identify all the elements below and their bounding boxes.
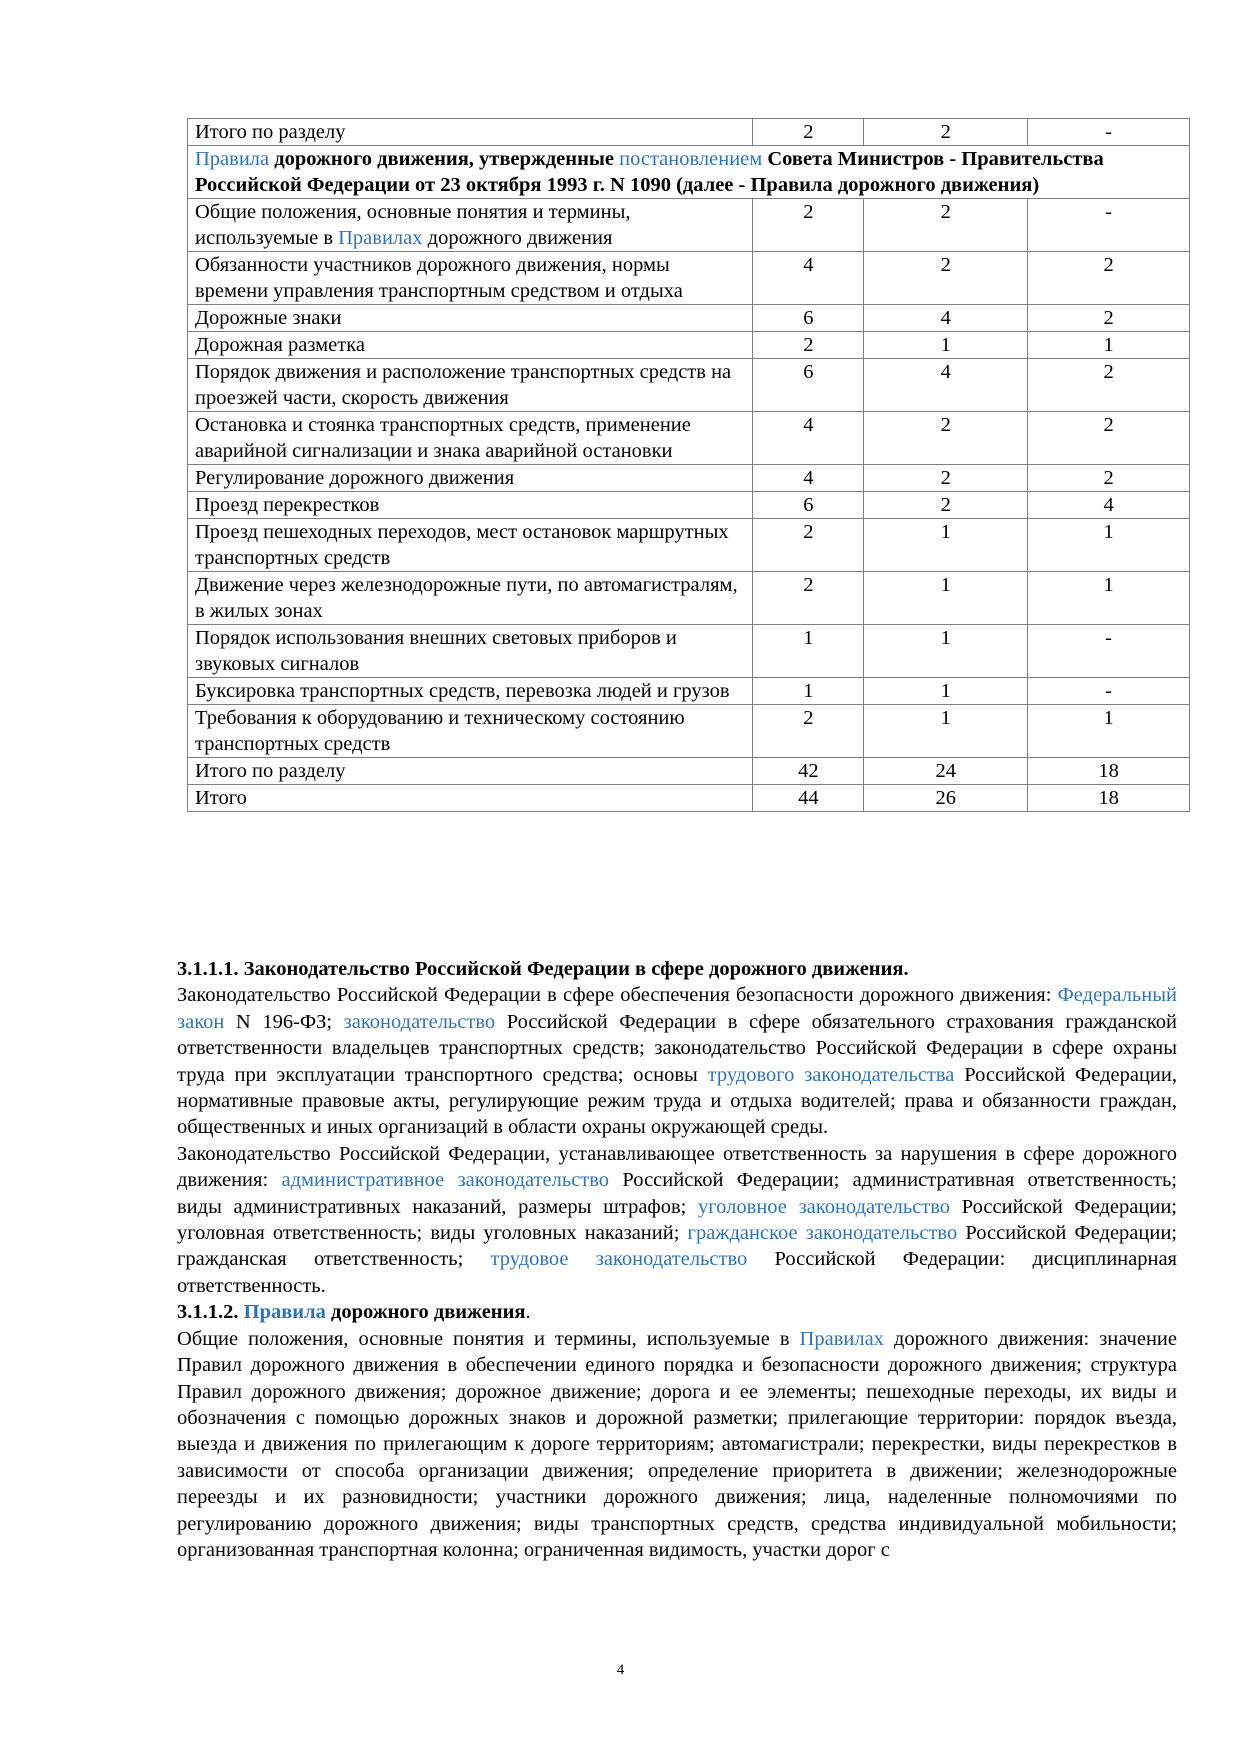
hours-theory: 2 (864, 119, 1028, 146)
table-row (188, 119, 1190, 146)
hours-practice: 2 (1028, 305, 1190, 332)
row-label-text: дорожного движения (422, 227, 613, 249)
row-label: Регулирование дорожного движения (188, 465, 753, 492)
section-header-text: Совета Министров - Правительства Российской Федерации от 23 октября 1993 г. N 1090 (далее - Правила дорожного движения) (195, 148, 1104, 196)
section-heading-3112 (177, 1299, 1177, 1325)
hours-theory: 2 (864, 199, 1028, 252)
text: N 196-ФЗ; (224, 1010, 344, 1033)
civil-law-link[interactable]: гражданское законодательство (687, 1222, 958, 1245)
table-row (188, 519, 1190, 572)
hours-practice: 4 (1028, 492, 1190, 519)
table-row (188, 705, 1190, 758)
table-row (188, 359, 1190, 412)
table-row (188, 252, 1190, 305)
hours-theory: 4 (864, 359, 1028, 412)
table-row (188, 572, 1190, 625)
hours-theory: 1 (864, 572, 1028, 625)
labor-law-link[interactable]: трудовое законодательство (490, 1248, 748, 1271)
hours-practice: 18 (1028, 758, 1190, 785)
hours-practice: 1 (1028, 332, 1190, 359)
row-label: Дорожные знаки (188, 305, 753, 332)
hours-total: 6 (753, 492, 864, 519)
row-label: Дорожная разметка (188, 332, 753, 359)
hours-theory: 1 (864, 625, 1028, 678)
row-label: Итого по разделу (188, 758, 753, 785)
hours-total: 2 (753, 199, 864, 252)
rules-link[interactable]: Правилах (799, 1327, 884, 1350)
hours-total: 4 (753, 465, 864, 492)
page-number: 4 (616, 1662, 625, 1678)
hours-practice: 2 (1028, 252, 1190, 305)
row-label: Остановка и стоянка транспортных средств, применение аварийной сигнализации и знака аварийной остановки (188, 412, 753, 465)
paragraph (177, 1326, 1177, 1564)
hours-total: 6 (753, 305, 864, 332)
row-label: Порядок движения и расположение транспортных средств на проезжей части, скорость движения (188, 359, 753, 412)
table-row (188, 199, 1190, 252)
table-row (188, 678, 1190, 705)
row-label: Обязанности участников дорожного движения, нормы времени управления транспортным средством и отдыха (188, 252, 753, 305)
hours-total: 2 (753, 119, 864, 146)
hours-practice: - (1028, 625, 1190, 678)
text: Законодательство Российской Федерации в сфере обеспечения безопасности дорожного движения: (177, 984, 1058, 1007)
decree-link[interactable]: постановлением (619, 148, 763, 170)
hours-practice: 2 (1028, 412, 1190, 465)
hours-theory: 4 (864, 305, 1028, 332)
hours-theory: 1 (864, 332, 1028, 359)
hours-theory: 26 (864, 785, 1028, 812)
hours-practice: 2 (1028, 465, 1190, 492)
row-label: Итого (188, 785, 753, 812)
hours-theory: 2 (864, 412, 1028, 465)
text: Законодательство Российской Федерации, устанавливающее ответственность за нарушения в сфере дорожного движения: (177, 1142, 1177, 1192)
hours-total: 6 (753, 359, 864, 412)
hours-total: 42 (753, 758, 864, 785)
text: Общие положения, основные понятия и термины, используемые в (177, 1327, 800, 1350)
hours-theory: 1 (864, 705, 1028, 758)
federal-law-link[interactable]: Федеральный закон (177, 984, 1177, 1033)
text: Российской Федерации; гражданская ответственность; (177, 1222, 1178, 1271)
hours-practice: 2 (1028, 359, 1190, 412)
heading-period: . (525, 1301, 531, 1324)
row-label: Порядок использования внешних световых приборов и звуковых сигналов (188, 625, 753, 678)
heading-number: 3.1.1.2. (177, 1301, 244, 1324)
hours-total: 2 (753, 519, 864, 572)
hours-total: 1 (753, 678, 864, 705)
table-row (188, 492, 1190, 519)
hours-practice: - (1028, 678, 1190, 705)
hours-total: 44 (753, 785, 864, 812)
curriculum-table (187, 118, 1190, 812)
administrative-law-link[interactable]: административное законодательство (281, 1169, 610, 1192)
row-label-text: Общие положения, основные понятия и термины, используемые в (195, 201, 631, 249)
table-row (188, 332, 1190, 359)
section-heading-3111: 3.1.1.1. Законодательство Российской Федерации в сфере дорожного движения. (177, 958, 909, 980)
text: дорожного движения: значение Правил дорожного движения в обеспечении единого порядка и безопасности дорожного движения; структура Правил дорожного движения; дорожное движение; дорога и ее элементы; пешеходные переходы, их виды и обозначения с помощью дорожных знаков и дорожной разметки; прилегающие территории: порядок въезда, выезда и движения по прилегающим к дороге территориям; автомагистрали; перекрестки, виды перекрестков в зависимости от способа организации движения; определение приоритета в движении; железнодорожные переезды и их разновидности; участники дорожного движения; лица, наделенные полномочиями по регулированию дорожного движения; виды транспортных средств, средства индивидуальной мобильности; организованная транспортная колонна; ограниченная видимость, участки дорог с (177, 1327, 1178, 1561)
row-label: Требования к оборудованию и техническому состоянию транспортных средств (188, 705, 753, 758)
hours-practice: - (1028, 199, 1190, 252)
section-header-text: дорожного движения, утвержденные (269, 148, 620, 170)
table-row (188, 412, 1190, 465)
hours-theory: 1 (864, 678, 1028, 705)
rules-link[interactable]: Правила (195, 148, 270, 170)
text: Российской Федерации; административная ответственность; виды административных наказаний, размеры штрафов; (177, 1169, 1178, 1218)
criminal-law-link[interactable]: уголовное законодательство (698, 1195, 951, 1218)
text: Российской Федерации в сфере обязательного страхования гражданской ответственности владельцев транспортных средств; законодательство Российской Федерации в сфере охраны труда при эксплуатации транспортного средства; основы (177, 1010, 1177, 1086)
row-label (188, 199, 753, 252)
hours-practice: 18 (1028, 785, 1190, 812)
rules-link[interactable]: Правила (243, 1301, 326, 1324)
hours-practice: 1 (1028, 519, 1190, 572)
hours-total: 4 (753, 252, 864, 305)
section-header-row (188, 146, 1190, 199)
table-row (188, 758, 1190, 785)
text: Российской Федерации; уголовная ответственность; виды уголовных наказаний; (177, 1195, 1177, 1245)
paragraph (177, 1141, 1177, 1299)
rules-link[interactable]: Правилах (338, 227, 423, 249)
table-row (188, 305, 1190, 332)
text: Российской Федерации: дисциплинарная ответственность. (177, 1248, 1177, 1297)
hours-total: 2 (753, 572, 864, 625)
hours-theory: 2 (864, 252, 1028, 305)
labor-law-link[interactable]: трудового законодательства (707, 1063, 955, 1086)
hours-theory: 24 (864, 758, 1028, 785)
text: Российской Федерации, нормативные правовые акты, регулирующие режим труда и отдыха водителей; права и обязанности граждан, общественных и иных организаций в области охраны окружающей среды. (177, 1063, 1177, 1139)
legislation-link[interactable]: законодательство (343, 1010, 496, 1033)
row-label: Проезд пешеходных переходов, мест остановок маршрутных транспортных средств (188, 519, 753, 572)
section-header-cell (188, 146, 1190, 199)
row-label: Буксировка транспортных средств, перевозка людей и грузов (188, 678, 753, 705)
table-row (188, 465, 1190, 492)
hours-theory: 2 (864, 465, 1028, 492)
hours-theory: 2 (864, 492, 1028, 519)
row-label: Итого по разделу (188, 119, 753, 146)
hours-practice: 1 (1028, 705, 1190, 758)
document-body (177, 956, 1177, 1563)
table-row (188, 625, 1190, 678)
hours-total: 1 (753, 625, 864, 678)
paragraph (177, 982, 1177, 1140)
row-label: Движение через железнодорожные пути, по автомагистралям, в жилых зонах (188, 572, 753, 625)
heading-text: дорожного движения (325, 1301, 526, 1324)
row-label: Проезд перекрестков (188, 492, 753, 519)
hours-total: 2 (753, 705, 864, 758)
hours-practice: - (1028, 119, 1190, 146)
hours-practice: 1 (1028, 572, 1190, 625)
hours-theory: 1 (864, 519, 1028, 572)
hours-total: 2 (753, 332, 864, 359)
table-row (188, 785, 1190, 812)
hours-total: 4 (753, 412, 864, 465)
